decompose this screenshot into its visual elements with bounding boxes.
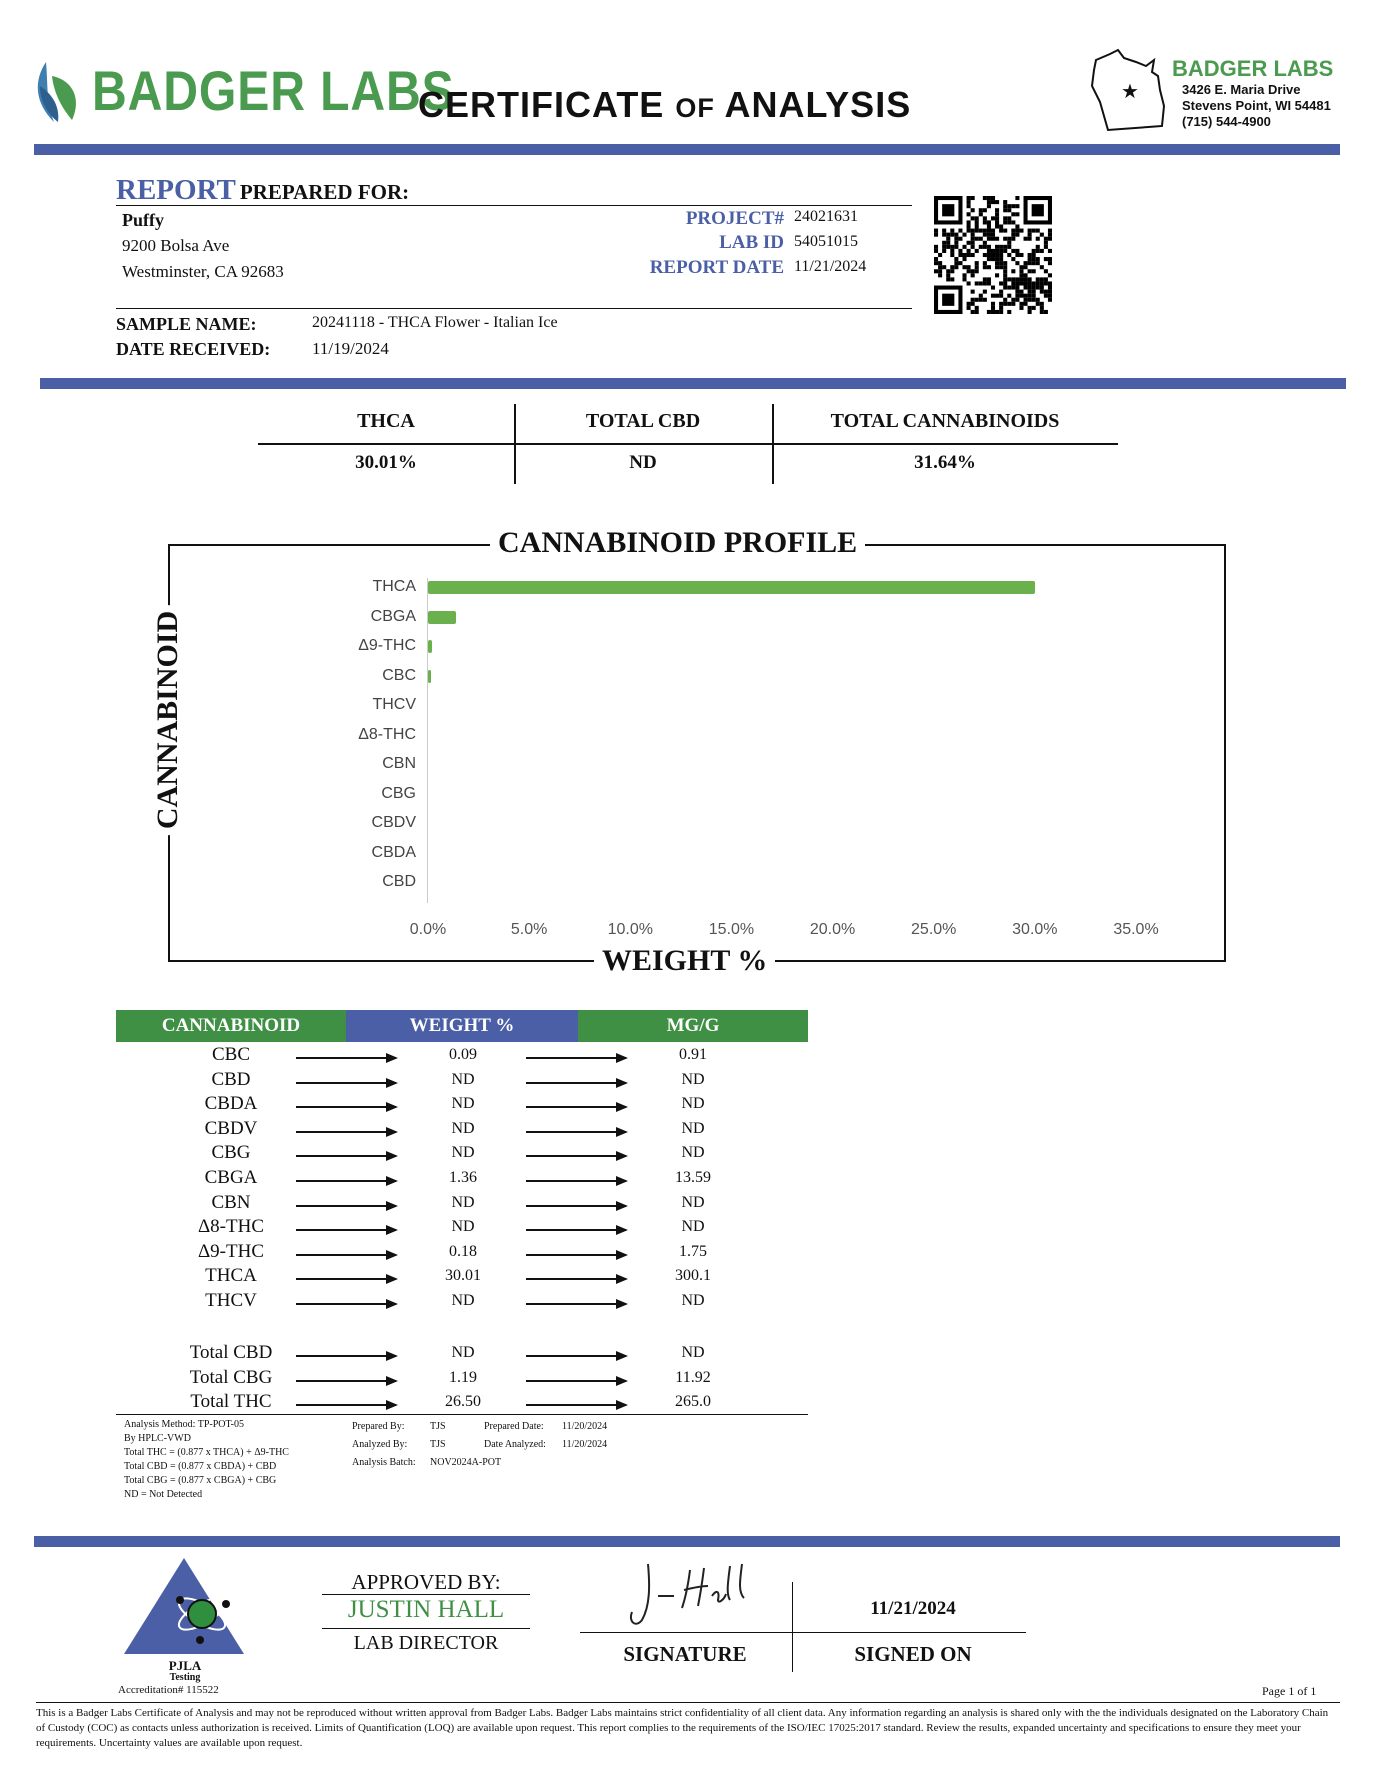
summary-panel: [258, 404, 1118, 484]
cannabinoid-name: CBN: [211, 1191, 251, 1213]
chart-category-label: Δ8-THC: [358, 725, 416, 743]
mg-per-g: ND: [681, 1344, 705, 1361]
arrow-icon: [526, 1303, 626, 1305]
arrow-icon: [296, 1380, 396, 1382]
summary-thca-label: THCA: [357, 410, 415, 432]
chart-category-label: Δ9-THC: [358, 637, 416, 654]
summary-thca-value: 30.01%: [355, 452, 417, 473]
arrow-icon: [296, 1404, 396, 1406]
report-divider: [40, 378, 1346, 389]
mg-per-g: 1.75: [679, 1242, 707, 1260]
table-header-cannabinoid: CANNABINOID: [116, 1010, 346, 1042]
signature-separator: [792, 1582, 793, 1672]
weight-percent: 1.36: [449, 1169, 477, 1186]
chart-x-tick-label: 5.0%: [510, 920, 548, 938]
weight-percent: 30.01: [445, 1267, 481, 1285]
note-line: Total CBG = (0.877 x CBGA) + CBG: [124, 1475, 277, 1486]
analyzed-date-label: Date Analyzed:: [484, 1439, 546, 1450]
chart-bar: [428, 581, 1035, 594]
mg-per-g: ND: [681, 1292, 705, 1309]
cannabinoid-name: CBDA: [204, 1093, 258, 1115]
note-line: By HPLC-VWD: [124, 1433, 191, 1444]
client-address-city: Westminster, CA 92683: [122, 262, 284, 281]
chart-category-label: CBG: [381, 784, 416, 802]
weight-percent: ND: [451, 1292, 475, 1309]
weight-percent: ND: [451, 1344, 475, 1361]
arrow-icon: [296, 1355, 396, 1357]
mg-per-g: ND: [681, 1070, 705, 1088]
approved-by-rule: [322, 1594, 530, 1595]
approved-by-label: APPROVED BY:: [351, 1570, 501, 1594]
chart-category-label: CBDA: [371, 843, 416, 861]
signature-line: [580, 1632, 1026, 1633]
badger-labs-leaf-logo: [32, 58, 84, 126]
weight-percent: ND: [451, 1095, 475, 1113]
arrow-icon: [526, 1106, 626, 1108]
pjla-label: PJLA: [168, 1658, 202, 1673]
analysis-batch: NOV2024A-POT: [430, 1457, 502, 1468]
lab-address-street: 3426 E. Maria Drive: [1182, 82, 1301, 97]
report-date: 11/21/2024: [794, 258, 867, 275]
header-divider: [34, 144, 1340, 155]
arrow-icon: [526, 1404, 626, 1406]
report-block-divider: [116, 308, 912, 309]
chart-plot-area: [296, 578, 1159, 938]
chart-category-label: THCA: [372, 578, 416, 595]
note-line: Total CBD = (0.877 x CBDA) + CBD: [124, 1461, 277, 1472]
report-heading-underline: [116, 205, 912, 206]
signed-on-label: SIGNED ON: [854, 1642, 972, 1666]
cannabinoid-name: THCA: [205, 1265, 257, 1287]
accreditation-number: Accreditation# 115522: [118, 1684, 219, 1696]
weight-percent: 0.09: [449, 1046, 477, 1063]
arrow-icon: [296, 1057, 396, 1059]
report-date-label: REPORT DATE: [649, 257, 784, 278]
mg-per-g: ND: [681, 1119, 705, 1137]
arrow-icon: [296, 1155, 396, 1157]
cannabinoid-name: Total THC: [190, 1391, 272, 1413]
arrow-icon: [296, 1106, 396, 1108]
chart-x-tick-label: 30.0%: [1012, 920, 1058, 938]
chart-x-tick-label: 25.0%: [911, 920, 957, 938]
cannabinoid-name: CBDV: [204, 1117, 258, 1139]
cannabinoid-name: Total CBD: [189, 1342, 273, 1363]
weight-percent: 0.18: [449, 1242, 477, 1260]
note-line: Analysis Method: TP-POT-05: [124, 1419, 245, 1430]
table-header-weight: WEIGHT %: [346, 1010, 578, 1042]
chart-x-tick-label: 20.0%: [809, 920, 856, 938]
chart-title: CANNABINOID PROFILE: [490, 526, 865, 560]
svg-text:★: ★: [1121, 81, 1139, 103]
arrow-icon: [526, 1205, 626, 1207]
signature-label: SIGNATURE: [623, 1642, 747, 1666]
cannabinoid-name: CBG: [211, 1142, 251, 1164]
cannabinoid-name: CBC: [211, 1044, 251, 1065]
mg-per-g: 265.0: [675, 1393, 711, 1411]
footer-rule: [36, 1702, 1340, 1703]
prepared-date-label: Prepared Date:: [484, 1421, 544, 1432]
analysis-batch-label: Analysis Batch:: [352, 1457, 416, 1468]
chart-x-axis-label: WEIGHT %: [594, 944, 775, 978]
date-received: 11/19/2024: [312, 339, 389, 358]
chart-category-label: CBC: [382, 666, 416, 684]
approval-divider: [34, 1536, 1340, 1547]
weight-percent: ND: [451, 1119, 475, 1137]
pjla-testing-label: Testing: [169, 1672, 201, 1683]
sample-name: 20241118 - THCA Flower - Italian Ice: [312, 314, 558, 331]
chart-x-tick-label: 10.0%: [607, 920, 653, 938]
cannabinoid-name: Δ8-THC: [197, 1216, 265, 1238]
document-title: CERTIFICATE OF ANALYSIS: [418, 84, 912, 125]
handwritten-signature: [620, 1556, 760, 1632]
arrow-icon: [526, 1082, 626, 1084]
arrow-icon: [526, 1380, 626, 1382]
mg-per-g: 11.92: [675, 1368, 711, 1386]
arrow-icon: [526, 1355, 626, 1357]
summary-total-cannabinoids-value: 31.64%: [914, 452, 976, 473]
page-number: Page 1 of 1: [1262, 1684, 1317, 1698]
mg-per-g: 0.91: [679, 1046, 707, 1063]
note-line: Total THC = (0.877 x THCA) + Δ9-THC: [124, 1447, 289, 1458]
chart-bar: [428, 611, 456, 624]
pjla-accreditation-logo: [122, 1556, 246, 1656]
cannabinoid-name: Δ9-THC: [197, 1240, 265, 1262]
project-label: PROJECT#: [685, 208, 784, 229]
lab-id: 54051015: [794, 233, 858, 250]
mg-per-g: ND: [681, 1144, 705, 1162]
lab-name: BADGER LABS: [1172, 56, 1334, 81]
chart-category-label: THCV: [372, 696, 416, 713]
chart-category-label: CBGA: [370, 607, 416, 625]
weight-percent: ND: [451, 1193, 475, 1211]
chart-x-tick-label: 35.0%: [1113, 920, 1159, 938]
arrow-icon: [296, 1205, 396, 1207]
mg-per-g: ND: [681, 1218, 705, 1236]
arrow-icon: [296, 1229, 396, 1231]
signed-date: 11/21/2024: [870, 1598, 956, 1619]
cannabinoid-name: THCV: [205, 1290, 257, 1311]
qr-code[interactable]: [934, 196, 1052, 314]
chart-category-label: CBD: [382, 873, 416, 890]
cannabinoid-name: CBD: [211, 1068, 251, 1090]
arrow-icon: [526, 1131, 626, 1133]
approver-role: LAB DIRECTOR: [353, 1632, 499, 1654]
sample-name-label: SAMPLE NAME:: [116, 314, 257, 334]
report-heading: REPORT PREPARED FOR:: [116, 174, 410, 206]
lab-id-label: LAB ID: [719, 232, 784, 253]
prepared-date: 11/20/2024: [562, 1421, 608, 1432]
chart-category-label: CBDV: [371, 814, 416, 831]
arrow-icon: [296, 1082, 396, 1084]
arrow-icon: [296, 1254, 396, 1256]
mg-per-g: 300.1: [675, 1267, 711, 1285]
lab-address-city: Stevens Point, WI 54481: [1182, 98, 1331, 113]
note-line: ND = Not Detected: [124, 1489, 203, 1500]
mg-per-g: 13.59: [675, 1169, 711, 1186]
analyzed-date: 11/20/2024: [562, 1439, 608, 1450]
chart-bar: [428, 640, 432, 653]
chart-x-tick-label: 15.0%: [708, 920, 755, 938]
mg-per-g: ND: [681, 1193, 705, 1211]
summary-rule: [258, 443, 1118, 445]
client-name: Puffy: [122, 210, 164, 230]
brand-name: BADGER LABS: [92, 59, 455, 122]
weight-percent: ND: [451, 1144, 475, 1162]
arrow-icon: [526, 1229, 626, 1231]
chart-y-axis-label: CANNABINOID: [151, 605, 185, 835]
table-header-mg-g: MG/G: [578, 1010, 808, 1042]
summary-total-cannabinoids-label: TOTAL CANNABINOIDS: [830, 410, 1060, 432]
arrow-icon: [296, 1303, 396, 1305]
prepared-by-label: Prepared By:: [352, 1421, 405, 1432]
weight-percent: 1.19: [449, 1368, 477, 1386]
arrow-icon: [526, 1180, 626, 1182]
chart-y-axis-line: [427, 578, 428, 903]
analyzed-by: TJS: [430, 1439, 446, 1450]
chart-x-tick-label: 0.0%: [409, 920, 447, 938]
approver-name: JUSTIN HALL: [347, 1596, 505, 1623]
weight-percent: 26.50: [445, 1393, 481, 1411]
analysis-notes: [124, 1418, 289, 1502]
analyzed-by-label: Analyzed By:: [352, 1439, 408, 1450]
arrow-icon: [296, 1180, 396, 1182]
prepared-by: TJS: [430, 1421, 446, 1432]
date-received-label: DATE RECEIVED:: [116, 339, 271, 359]
lab-phone: (715) 544-4900: [1182, 114, 1271, 129]
cannabinoid-name: CBGA: [204, 1167, 258, 1188]
weight-percent: ND: [451, 1070, 475, 1088]
summary-total-cbd-label: TOTAL CBD: [585, 410, 701, 432]
arrow-icon: [526, 1057, 626, 1059]
wisconsin-map-icon: [1088, 46, 1172, 134]
project-number: 24021631: [794, 208, 858, 225]
chart-category-label: CBN: [382, 755, 416, 772]
weight-percent: ND: [451, 1218, 475, 1236]
arrow-icon: [526, 1254, 626, 1256]
cannabinoid-name: Total CBG: [189, 1366, 273, 1388]
chart-bar: [428, 670, 431, 683]
mg-per-g: ND: [681, 1095, 705, 1113]
arrow-icon: [296, 1131, 396, 1133]
arrow-icon: [296, 1278, 396, 1280]
disclaimer: This is a Badger Labs Certificate of Analysis and may not be reproduced without written approval from Badger Labs. Badger Labs maintains strict confidentiality of all client data. Any information regarding an analysis is shared only with the the individuals designated on the Laboratory Chain of Custody (COC) as contacts unless authorization is received. Limits of Quantification (LOQ) are available upon request. This report complies to the requirements of the ISO/IEC 17025:2017 standard. Review the results, expanded uncertainty and specifications to ensure they meet your requirements. Uncertainty values are available upon request.: [36, 1707, 1329, 1749]
arrow-icon: [526, 1155, 626, 1157]
summary-total-cbd-value: ND: [629, 452, 657, 473]
arrow-icon: [526, 1278, 626, 1280]
approver-name-rule: [322, 1628, 530, 1629]
table-bottom-rule: [116, 1414, 808, 1415]
client-address-street: 9200 Bolsa Ave: [122, 236, 230, 255]
